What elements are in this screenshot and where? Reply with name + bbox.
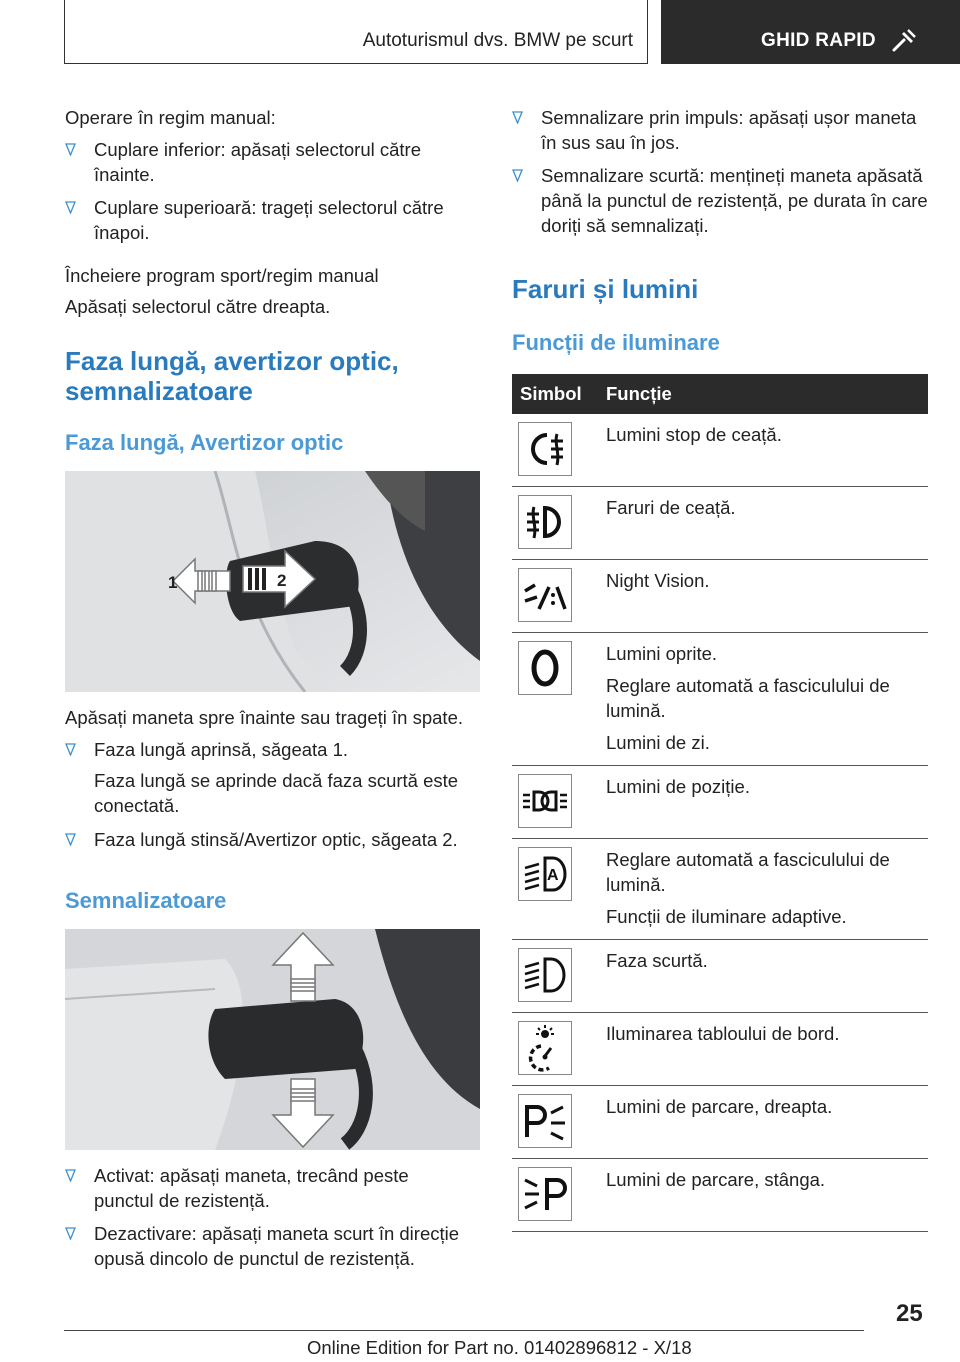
function-description: Faza scurtă. <box>606 950 708 971</box>
instrument-lighting-icon <box>519 1022 571 1074</box>
function-description: Lumini de parcare, dreapta. <box>606 1096 833 1117</box>
table-row <box>512 1159 928 1232</box>
list-item <box>65 827 470 852</box>
bullet-triangle-icon <box>65 743 76 756</box>
function-description: Reglare automată a fasciculului de lumină. <box>606 849 890 895</box>
section-heading: Faruri și lumini <box>512 274 699 304</box>
function-description: Reglare automată a fasciculului de lumină. <box>606 675 890 721</box>
function-description: Lumini oprite. <box>606 643 718 664</box>
table-row <box>512 839 928 940</box>
column-header-symbol: Simbol <box>512 374 598 414</box>
function-description: Funcții de iluminare adaptive. <box>606 906 847 927</box>
subsection-heading: Semnalizatoare <box>65 888 227 913</box>
function-description: Iluminarea tabloului de bord. <box>606 1023 840 1044</box>
auto-headlight-icon <box>519 848 571 900</box>
page-number: 25 <box>896 1300 923 1327</box>
bullet-triangle-icon <box>65 833 76 846</box>
list-item-text: Dezactivare: apăsați maneta scurt în direcție opusă dincolo de punctul de rezistență. <box>94 1223 460 1269</box>
column-header-function: Funcție <box>598 374 928 414</box>
footer-divider <box>64 1330 864 1331</box>
table-row <box>512 633 928 766</box>
list-item <box>65 195 470 245</box>
function-description: Lumini de parcare, stânga. <box>606 1169 826 1190</box>
parking-light-right-icon <box>519 1095 571 1147</box>
bullet-triangle-icon <box>65 143 76 156</box>
list-item-text: Semnalizare prin impuls: apăsați ușor maneta în sus sau în jos. <box>541 107 917 153</box>
arrow-label-1: 1 <box>168 573 178 592</box>
subsection-heading: Funcții de iluminare <box>512 330 720 355</box>
list-item <box>65 137 470 187</box>
table-row <box>512 414 928 487</box>
function-description: Faruri de ceață. <box>606 497 736 518</box>
subsection-heading: Faza lungă, Avertizor optic <box>65 430 344 455</box>
footer-edition: Online Edition for Part no. 01402896812 - X/18 <box>307 1337 692 1358</box>
header-section <box>64 0 648 64</box>
table-header-row <box>512 374 928 414</box>
header-tab[interactable] <box>661 0 960 64</box>
sport-end-title: Încheiere program sport/regim manual <box>65 265 379 286</box>
table-row <box>512 1013 928 1086</box>
parking-lights-icon <box>519 775 571 827</box>
bullet-triangle-icon <box>65 201 76 214</box>
front-fog-light-icon <box>519 496 571 548</box>
list-item <box>65 737 470 818</box>
turn-signal-illustration <box>65 929 480 1150</box>
manual-mode-intro: Operare în regim manual: <box>65 107 276 128</box>
svg-text:A: A <box>547 867 559 884</box>
table-row <box>512 766 928 839</box>
list-item <box>512 163 928 238</box>
header-section-title: Autoturismul dvs. BMW pe scurt <box>362 30 633 51</box>
bullet-triangle-icon <box>65 1169 76 1182</box>
table-row <box>512 940 928 1013</box>
night-vision-icon <box>519 569 571 621</box>
bullet-triangle-icon <box>65 1227 76 1240</box>
function-description: Lumini de poziție. <box>606 776 750 797</box>
sport-end-text: Apăsați selectorul către dreapta. <box>65 296 331 317</box>
bullet-triangle-icon <box>512 111 523 124</box>
header-tab-label: GHID RAPID <box>761 30 876 51</box>
table-row <box>512 487 928 560</box>
table-row <box>512 560 928 633</box>
parking-light-left-icon <box>519 1168 571 1220</box>
list-item <box>65 1163 470 1213</box>
function-description: Night Vision. <box>606 570 710 591</box>
table-row <box>512 1086 928 1159</box>
high-beam-instruction: Apăsați maneta spre înainte sau trageți în spate. <box>65 707 463 728</box>
rear-fog-light-icon <box>519 423 571 475</box>
list-item-note: Faza lungă se aprinde dacă faza scurtă este conectată. <box>94 770 459 816</box>
list-item-text: Semnalizare scurtă: mențineți maneta apăsată până la punctul de rezistență, pe durata în care doriți să semnalizați. <box>541 165 928 236</box>
function-description: Lumini stop de ceață. <box>606 424 782 445</box>
arrow-label-2: 2 <box>277 571 287 590</box>
list-item <box>65 1221 470 1271</box>
high-beam-illustration <box>65 471 480 692</box>
list-item-text: Cuplare inferior: apăsați selectorul către înainte. <box>94 139 421 185</box>
quick-guide-icon <box>891 28 917 54</box>
list-item-text: Activat: apăsați maneta, trecând peste punctul de rezistență. <box>94 1165 409 1211</box>
section-heading: Faza lungă, avertizor optic, semnalizatoare <box>65 346 399 406</box>
bullet-triangle-icon <box>512 169 523 182</box>
low-beam-icon <box>519 949 571 1001</box>
lighting-functions-table <box>512 374 928 1232</box>
list-item-text: Cuplare superioară: trageți selectorul către înapoi. <box>94 197 444 243</box>
list-item-text: Faza lungă aprinsă, săgeata 1. <box>94 739 349 760</box>
lights-off-icon <box>519 642 571 694</box>
list-item-text: Faza lungă stinsă/Avertizor optic, săgeata 2. <box>94 829 458 850</box>
list-item <box>512 105 928 155</box>
function-description: Lumini de zi. <box>606 732 710 753</box>
